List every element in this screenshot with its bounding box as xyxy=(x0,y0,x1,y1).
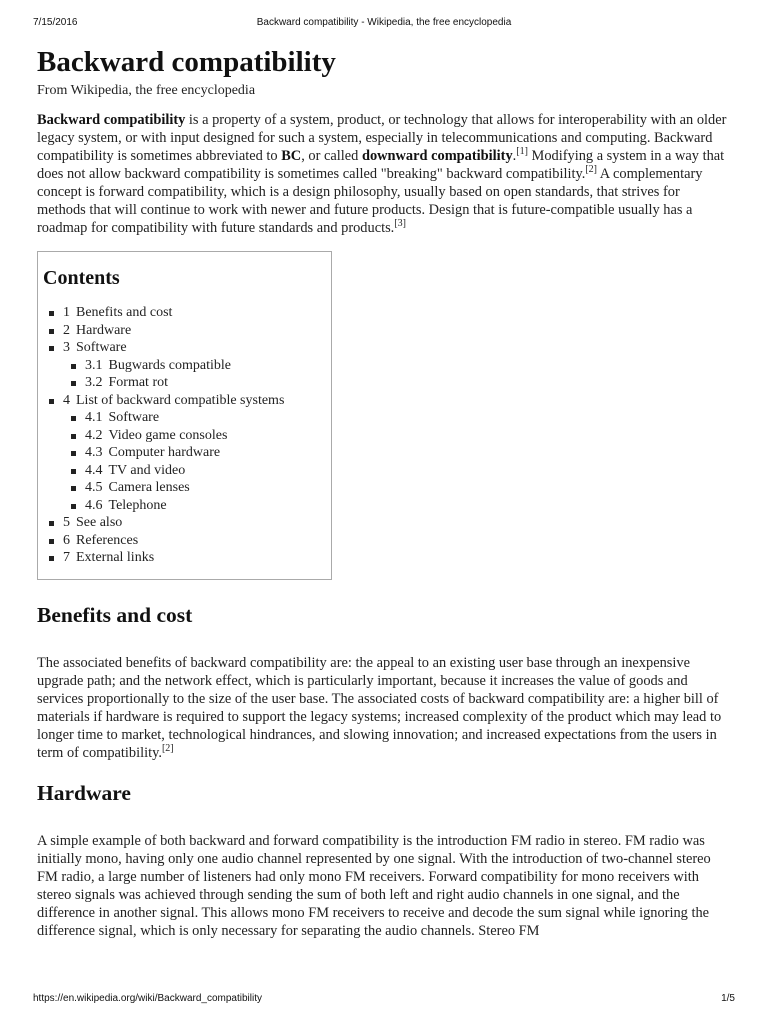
benefits-paragraph: The associated benefits of backward compatibility are: the appeal to an existing user base through an inexpensive upgrade path; and the network effect, which is particularly important, because it increases the value of goods and services proportionally to the size of the user base. The associated costs of backward compatibility are: a higher bill of materials if hardware is required to support the legacy systems; increased complexity of the product which may lead to longer time to market, technological hindrances, and slowing innovation; and increased expectations from the users in term of compatibility.[2] xyxy=(37,654,722,761)
print-footer xyxy=(33,993,735,1007)
print-page-title: Backward compatibility - Wikipedia, the free encyclopedia xyxy=(256,17,512,28)
toc-title: Contents xyxy=(43,267,120,289)
citation-link[interactable]: [2] xyxy=(585,164,597,176)
toc-subitem[interactable]: 4.4 TV and video xyxy=(85,462,331,480)
article-content xyxy=(37,44,727,989)
toc-item[interactable]: 4 List of backward compatible systems xyxy=(63,392,331,410)
abbrev-bc: BC xyxy=(281,148,302,164)
print-header xyxy=(33,17,735,31)
print-url: https://en.wikipedia.org/wiki/Backward_compatibility xyxy=(33,993,262,1004)
hardware-paragraph: A simple example of both backward and forward compatibility is the introduction FM radio in stereo. FM radio was initially mono, having only one audio channel represented by one signal. With the introduction of two-channel stereo FM radio, a large number of listeners had only mono FM receivers. Forward compatibility for mono receivers with stereo signals was achieved through sending the sum of both left and right audio channels in one signal, and the difference in another signal. This allows mono FM receivers to receive and decode the sum signal while ignoring the difference signal, which is only necessary for separating the audio channels. Stereo FM xyxy=(37,832,711,939)
toc-subitem[interactable]: 3.1 Bugwards compatible xyxy=(85,357,331,375)
page-title: Backward compatibility xyxy=(37,46,336,78)
toc-subitem[interactable]: 4.6 Telephone xyxy=(85,497,331,515)
page-subtitle: From Wikipedia, the free encyclopedia xyxy=(37,83,256,98)
citation-link[interactable]: [3] xyxy=(394,218,406,230)
section-heading-benefits: Benefits and cost xyxy=(37,602,193,627)
intro-bold-term: Backward compatibility xyxy=(37,112,186,128)
toc-subitem[interactable]: 4.1 Software xyxy=(85,409,331,427)
toc-subitem[interactable]: 4.2 Video game consoles xyxy=(85,427,331,445)
citation-link[interactable]: [2] xyxy=(161,742,174,754)
print-date: 7/15/2016 xyxy=(33,17,78,28)
intro-paragraph: Backward compatibility is a property of a system, product, or technology that allows for interoperability with an older legacy system, or with input designed for such a system, especially in telecommunications and computing. Backward compatibility is sometimes abbreviated to BC, or called downward compatibility.[1] Modifying a system in a way that does not allow backward compatibility is sometimes called "breaking" backward compatibility.[2] A complementary concept is forward compatibility, which is a design philosophy, usually based on open standards, that strives for methods that will continue to work with newer and future products. Design that is future-compatible usually has a roadmap for compatibility with future standards and products.[3] xyxy=(37,112,727,236)
print-page-number: 1/5 xyxy=(721,993,735,1004)
toc-item[interactable]: 2 Hardware xyxy=(63,322,331,340)
toc-item[interactable]: 1 Benefits and cost xyxy=(63,304,331,322)
section-heading-hardware: Hardware xyxy=(37,780,131,805)
toc-subitem[interactable]: 4.3 Computer hardware xyxy=(85,444,331,462)
toc-item[interactable]: 7 External links xyxy=(63,549,331,567)
toc-item[interactable]: 5 See also xyxy=(63,514,331,532)
toc-subitem[interactable]: 4.5 Camera lenses xyxy=(85,479,331,497)
table-of-contents xyxy=(37,251,332,580)
downward-compat-term: downward compatibility xyxy=(361,148,513,164)
toc-subitem[interactable]: 3.2 Format rot xyxy=(85,374,331,392)
citation-link[interactable]: [1] xyxy=(516,146,528,158)
toc-item[interactable]: 3 Software xyxy=(63,339,331,357)
toc-item[interactable]: 6 References xyxy=(63,532,331,550)
